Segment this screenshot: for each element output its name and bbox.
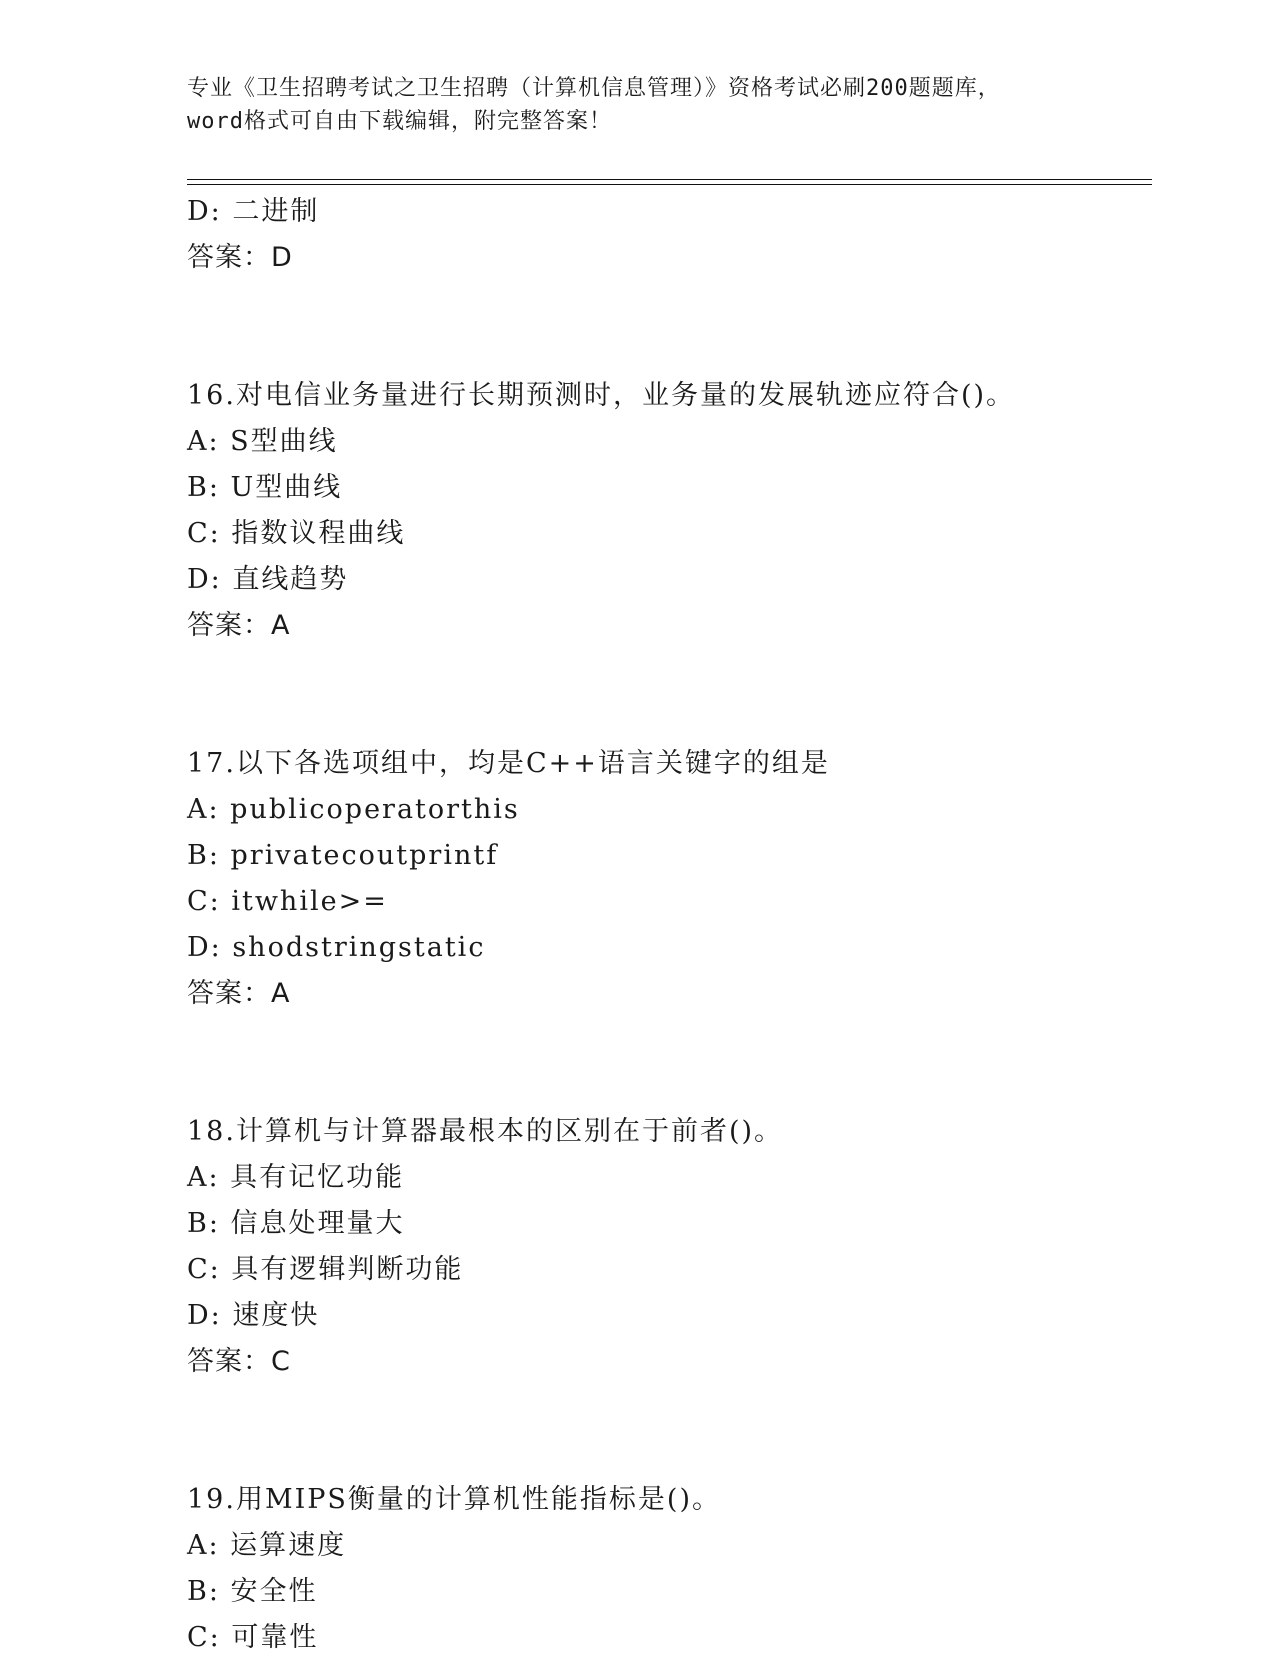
header-divider-bottom — [187, 184, 1152, 185]
option-d: D: 二进制 — [187, 196, 320, 227]
header-line-2: word格式可自由下载编辑，附完整答案！ — [187, 109, 612, 134]
option-d: D: 直线趋势 — [187, 564, 349, 595]
document-header — [187, 72, 1087, 138]
option-a: A: 具有记忆功能 — [187, 1162, 405, 1193]
option-d: D: 速度快 — [187, 1300, 320, 1331]
option-b: B: privatecoutprintf — [187, 840, 499, 871]
question-list — [187, 189, 1152, 1661]
option-d: D: shodstringstatic — [187, 932, 486, 963]
option-a: A: publicoperatorthis — [187, 794, 520, 825]
question-stem: 16.对电信业务量进行长期预测时，业务量的发展轨迹应符合()。 — [187, 380, 1016, 411]
question-stem: 17.以下各选项组中，均是C++语言关键字的组是 — [187, 748, 830, 779]
option-c: C: 具有逻辑判断功能 — [187, 1254, 464, 1285]
answer-line: 答案：C — [187, 1346, 291, 1377]
option-b: B: 安全性 — [187, 1576, 318, 1607]
option-a: A: S型曲线 — [187, 426, 338, 457]
answer-line: 答案：A — [187, 610, 291, 641]
answer-line: 答案：D — [187, 242, 293, 273]
header-divider-top — [187, 179, 1152, 180]
option-b: B: 信息处理量大 — [187, 1208, 405, 1239]
question-stem: 18.计算机与计算器最根本的区别在于前者()。 — [187, 1116, 784, 1147]
option-c: C: 指数议程曲线 — [187, 518, 406, 549]
header-line-1: 专业《卫生招聘考试之卫生招聘（计算机信息管理）》资格考试必刷200题题库， — [187, 76, 1001, 101]
option-b: B: U型曲线 — [187, 472, 343, 503]
option-a: A: 运算速度 — [187, 1530, 347, 1561]
answer-line: 答案：A — [187, 978, 291, 1009]
option-c: C: 可靠性 — [187, 1622, 319, 1653]
option-c: C: itwhile>= — [187, 886, 388, 917]
question-stem: 19.用MIPS衡量的计算机性能指标是()。 — [187, 1484, 721, 1515]
